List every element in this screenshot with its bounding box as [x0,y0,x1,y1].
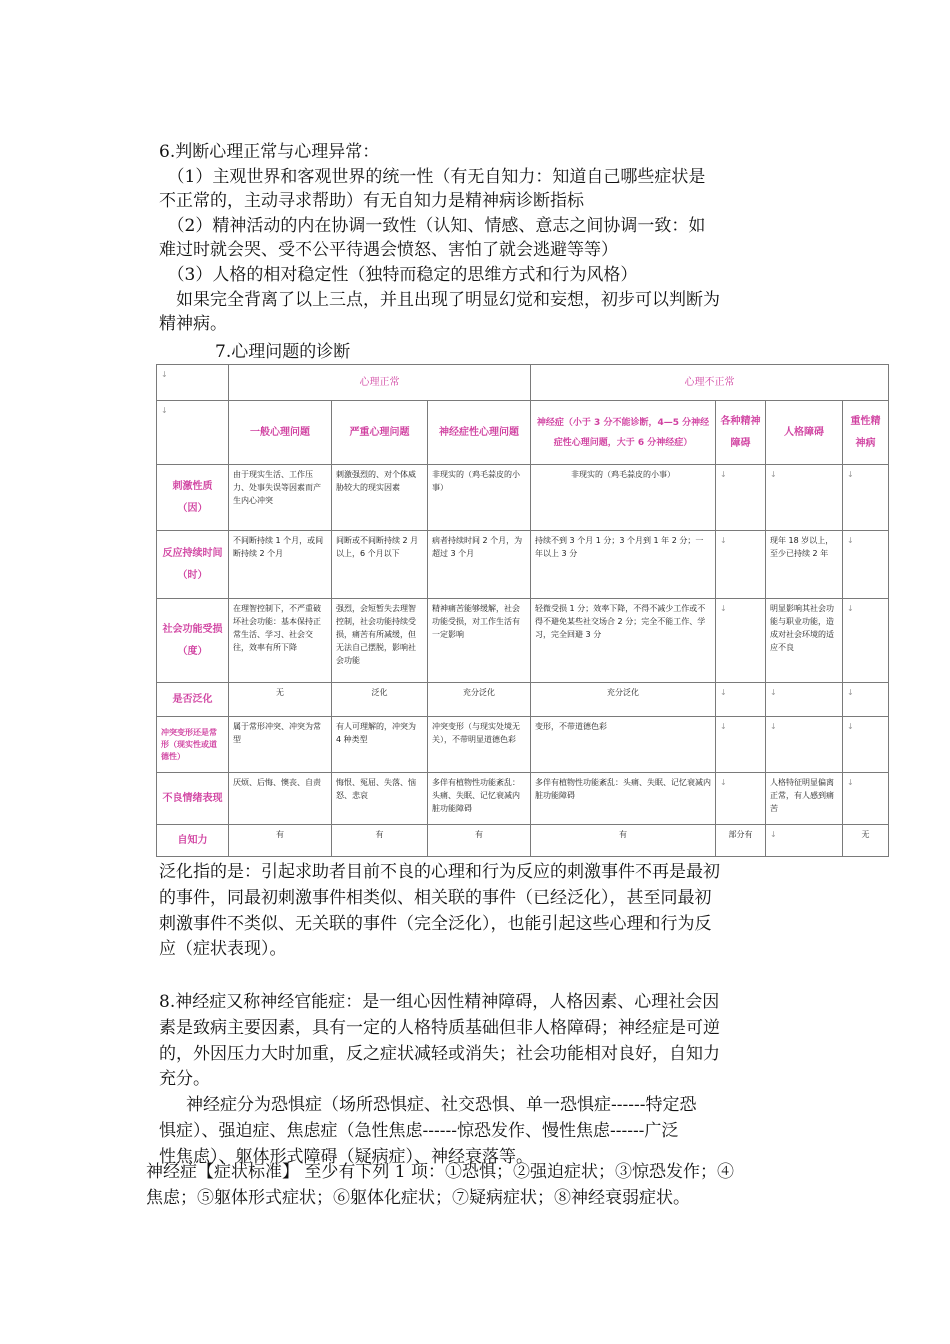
corner-cell: ↓ [157,365,229,401]
neurosis-types-line: 惧症）、强迫症、焦虑症（急性焦虑------惊恐发作、慢性焦虑------广泛 [159,1120,679,1141]
section-7-title: 7.心理问题的诊断 [215,342,351,362]
corner-cell: ↓ [157,401,229,465]
cell: 现年 18 岁以上，至少已持续 2 年 [766,531,843,599]
row-label-insight: 自知力 [157,825,229,857]
section-8-line: 的，外因压力大时加重，反之症状减轻或消失；社会功能相对良好，自知力 [159,1043,720,1064]
cell: ↓ [766,717,843,773]
section-6-line: （1）主观世界和客观世界的统一性（有无自知力：知道自己哪些症状是 [159,166,706,187]
cell: ↓ [843,773,889,825]
cell: 持续不到 3 个月 1 分；3 个月到 1 年 2 分；一年以上 3 分 [531,531,716,599]
table-row [157,717,889,773]
section-8-line: 充分。 [159,1069,210,1090]
cell: 在理智控制下，不严重破坏社会功能：基本保持正常生活、学习、社会交往，效率有所下降 [229,599,332,683]
cell: 泛化 [332,683,428,717]
cell: ↓ [716,531,766,599]
cell: 有 [428,825,531,857]
cell: 充分泛化 [428,683,531,717]
table-row [157,365,889,401]
generalization-note [159,860,720,963]
cell: 精神痛苦能够缓解，社会功能受损，对工作生活有一定影响 [428,599,531,683]
cell: 有人可理解的，冲突为 4 种类型 [332,717,428,773]
section-6-line: 如果完全背离了以上三点，并且出现了明显幻觉和妄想，初步可以判断为 [159,289,720,310]
section-6 [159,140,720,337]
table-row [157,465,889,531]
cell: 刺激强烈的、对个体威胁较大的现实因素 [332,465,428,531]
cell: ↓ [843,531,889,599]
header-mental-disorder: 各种精神障碍 [716,401,766,465]
cell: 属于常形冲突、冲突为常型 [229,717,332,773]
cell: ↓ [843,465,889,531]
cell: 悔恨、冤屈、失落、恼怒、悲哀 [332,773,428,825]
section-6-heading: 6.判断心理正常与心理异常： [159,142,380,162]
cell: ↓ [843,683,889,717]
section-6-line: 不正常的，主动寻求帮助）有无自知力是精神病诊断指标 [159,191,584,212]
cell: 冲突变形（与现实处境无关），不带明显道德色彩 [428,717,531,773]
symptom-standard-line: 焦虑；⑤躯体形式症状；⑥躯体化症状；⑦疑病症状；⑧神经衰弱症状。 [146,1188,690,1208]
cell: 病者持续时间 2 个月，为超过 3 个月 [428,531,531,599]
cell: 有 [229,825,332,857]
cell: 变形，不带道德色彩 [531,717,716,773]
cell: 轻微受损 1 分；效率下降，不得不减少工作或不得不避免某些社交场合 2 分；完全不能工作、学习，完全回避 3 分 [531,599,716,683]
cell: 厌烦、后悔、懊丧、自责 [229,773,332,825]
cell: 不间断持续 1 个月，或间断持续 2 个月 [229,531,332,599]
group-header-normal: 心理正常 [229,365,531,401]
cell: 多伴有植物性功能紊乱：头痛、失眠、记忆衰减内脏功能障碍 [531,773,716,825]
table-row [157,401,889,465]
note-line: 刺激事件不类似、无关联的事件（完全泛化），也能引起这些心理和行为反 [159,913,712,934]
note-line: 的事件，同最初刺激事件相类似、相关联的事件（已经泛化），甚至同最初 [159,887,712,908]
row-label-function: 社会功能受损（度） [157,599,229,683]
cell: ↓ [843,599,889,683]
section-6-line: （2）精神活动的内在协调一致性（认知、情感、意志之间协调一致：如 [159,215,706,236]
row-label-stimulus: 刺激性质（因） [157,465,229,531]
section-8 [159,990,720,1171]
cell: ↓ [716,717,766,773]
table-row [157,531,889,599]
cell: 充分泛化 [531,683,716,717]
header-general: 一般心理问题 [229,401,332,465]
header-serious: 严重心理问题 [332,401,428,465]
group-header-abnormal: 心理不正常 [531,365,889,401]
cell: 非现实的（鸡毛蒜皮的小事） [428,465,531,531]
cell: 明显影响其社会功能与职业功能，造成对社会环境的适应不良 [766,599,843,683]
table-row [157,599,889,683]
cell: 由于现实生活、工作压力、处事失误等因素而产生内心冲突 [229,465,332,531]
header-psychosis: 重性精神病 [843,401,889,465]
diagnosis-table [156,364,889,857]
row-label-emotion: 不良情绪表现 [157,773,229,825]
cell: ↓ [766,465,843,531]
row-label-conflict: 冲突变形还是常形（现实性或道德性） [157,717,229,773]
cell: 强烈，会短暂失去理智控制，社会功能持续受损，痛苦有所减缓，但无法自己摆脱，影响社会功能 [332,599,428,683]
cell: ↓ [766,683,843,717]
cell: ↓ [716,465,766,531]
cell: ↓ [716,773,766,825]
cell: 部分有 [716,825,766,857]
note-line: 应（症状表现）。 [159,939,287,960]
symptom-standard [146,1160,734,1212]
cell: 有 [332,825,428,857]
row-label-duration: 反应持续时间（时） [157,531,229,599]
cell: 多伴有植物性功能紊乱：头痛、失眠、记忆衰减内脏功能障碍 [428,773,531,825]
neurosis-types-line: 神经症分为恐惧症（场所恐惧症、社交恐惧、单一恐惧症------特定恐 [186,1095,697,1116]
section-8-line: 素是致病主要因素，具有一定的人格特质基础但非人格障碍；神经症是可逆 [159,1017,720,1038]
section-6-line: （3）人格的相对稳定性（独特而稳定的思维方式和行为风格） [159,264,638,285]
cell: ↓ [716,599,766,683]
table-row [157,825,889,857]
symptom-standard-line: 神经症【症状标准】 至少有下列 1 项：①恐惧；②强迫症状；③惊恐发作；④ [146,1162,735,1182]
header-personality: 人格障碍 [766,401,843,465]
neurosis-types-line: 性焦虑）、躯体形式障碍（疑病症）、神经衰落等。 [159,1146,533,1167]
cell: 无 [843,825,889,857]
cell: ↓ [766,825,843,857]
header-neurosis: 神经症（小于 3 分不能诊断，4—5 分神经症性心理问题，大于 6 分神经症） [531,401,716,465]
cell: 间断或不间断持续 2 月以上，6 个月以下 [332,531,428,599]
table-row [157,683,889,717]
cell: ↓ [843,717,889,773]
header-neurotic-like: 神经症性心理问题 [428,401,531,465]
cell: 非现实的（鸡毛蒜皮的小事） [531,465,716,531]
cell: ↓ [716,683,766,717]
section-6-line: 难过时就会哭、受不公平待遇会愤怒、害怕了就会逃避等等） [159,240,618,261]
cell: 人格特征明显偏离正常，有人感到痛苦 [766,773,843,825]
table-row [157,773,889,825]
cell: 无 [229,683,332,717]
note-line: 泛化指的是：引起求助者目前不良的心理和行为反应的刺激事件不再是最初 [159,862,720,882]
row-label-generalization: 是否泛化 [157,683,229,717]
cell: 有 [531,825,716,857]
section-8-line: 8.神经症又称神经官能症：是一组心因性精神障碍，人格因素、心理社会因 [159,992,720,1012]
section-6-line: 精神病。 [159,314,227,335]
